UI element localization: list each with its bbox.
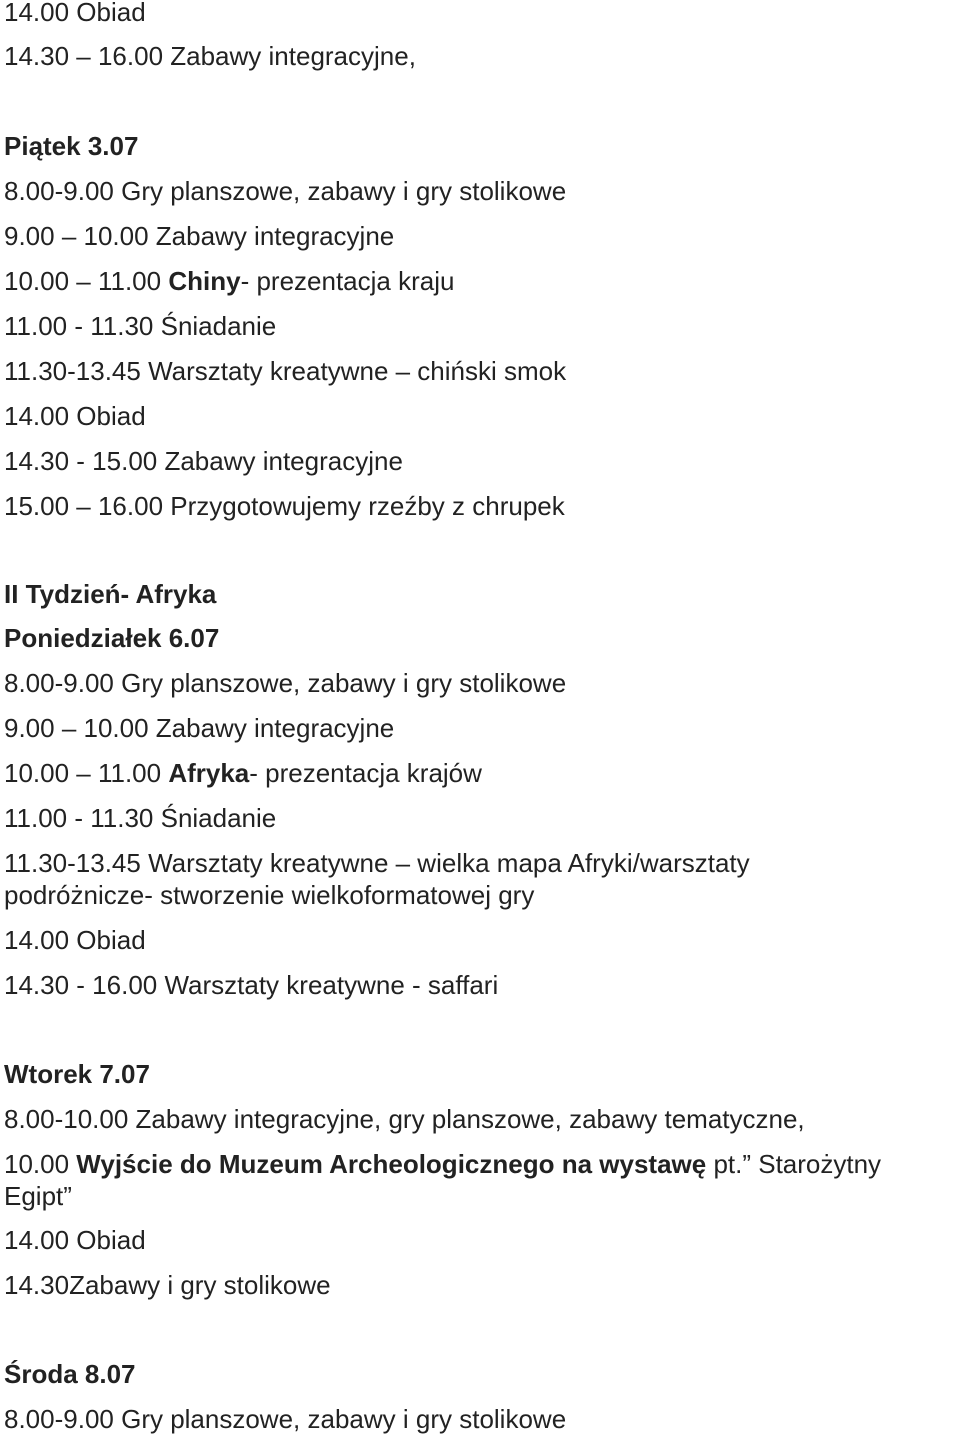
schedule-line: 11.30-13.45 Warsztaty kreatywne – chiński smok bbox=[4, 356, 567, 386]
schedule-line bbox=[4, 265, 956, 297]
bold-topic: Wyjście do Muzeum Archeologicznego na wystawę bbox=[76, 1149, 707, 1179]
schedule-line: 8.00-9.00 Gry planszowe, zabawy i gry stolikowe bbox=[4, 668, 567, 698]
schedule-line: 8.00-9.00 Gry planszowe, zabawy i gry stolikowe bbox=[4, 176, 567, 206]
schedule-line: 14.30Zabawy i gry stolikowe bbox=[4, 1270, 331, 1300]
schedule-line: 9.00 – 10.00 Zabawy integracyjne bbox=[4, 221, 395, 251]
bold-topic: Chiny bbox=[168, 266, 241, 296]
time-text: 10.00 – 11.00 bbox=[4, 758, 169, 788]
schedule-line: 11.00 - 11.30 Śniadanie bbox=[4, 311, 277, 341]
day-heading: Piątek 3.07 bbox=[4, 131, 139, 161]
week-heading: II Tydzień- Afryka bbox=[4, 579, 217, 609]
day-heading: Wtorek 7.07 bbox=[4, 1059, 150, 1089]
schedule-line: 8.00-10.00 Zabawy integracyjne, gry planszowe, zabawy tematyczne, bbox=[4, 1104, 805, 1134]
activity-text: - prezentacja krajów bbox=[249, 758, 482, 788]
schedule-line: 14.00 Obiad bbox=[4, 925, 146, 955]
schedule-line: 14.00 Obiad bbox=[4, 1225, 146, 1255]
schedule-line: 14.30 - 15.00 Zabawy integracyjne bbox=[4, 446, 403, 476]
schedule-line: 8.00-9.00 Gry planszowe, zabawy i gry stolikowe bbox=[4, 1404, 567, 1434]
schedule-line: 9.00 – 10.00 Zabawy integracyjne bbox=[4, 713, 395, 743]
activity-text: pt.” Starożytny Egipt” bbox=[4, 1149, 882, 1211]
schedule-line: 14.30 - 16.00 Warsztaty kreatywne - saffari bbox=[4, 970, 499, 1000]
activity-text: - prezentacja kraju bbox=[240, 266, 455, 296]
schedule-line: 11.00 - 11.30 Śniadanie bbox=[4, 803, 277, 833]
schedule-line: 14.00 Obiad bbox=[4, 0, 146, 27]
time-text: 10.00 – 11.00 bbox=[4, 266, 169, 296]
bold-topic: Afryka bbox=[168, 758, 250, 788]
schedule-line bbox=[4, 757, 956, 789]
schedule-line: 15.00 – 16.00 Przygotowujemy rzeźby z chrupek bbox=[4, 491, 565, 521]
schedule-line: 11.30-13.45 Warsztaty kreatywne – wielka mapa Afryki/warsztaty podróżnicze- stworzenie wielkoformatowej gry bbox=[4, 848, 750, 910]
schedule-line: 14.30 – 16.00 Zabawy integracyjne, bbox=[4, 41, 416, 71]
day-heading: Poniedziałek 6.07 bbox=[4, 623, 220, 653]
schedule-line bbox=[4, 1148, 956, 1212]
day-heading: Środa 8.07 bbox=[4, 1359, 136, 1389]
schedule-line: 14.00 Obiad bbox=[4, 401, 146, 431]
time-text: 10.00 bbox=[4, 1149, 77, 1179]
